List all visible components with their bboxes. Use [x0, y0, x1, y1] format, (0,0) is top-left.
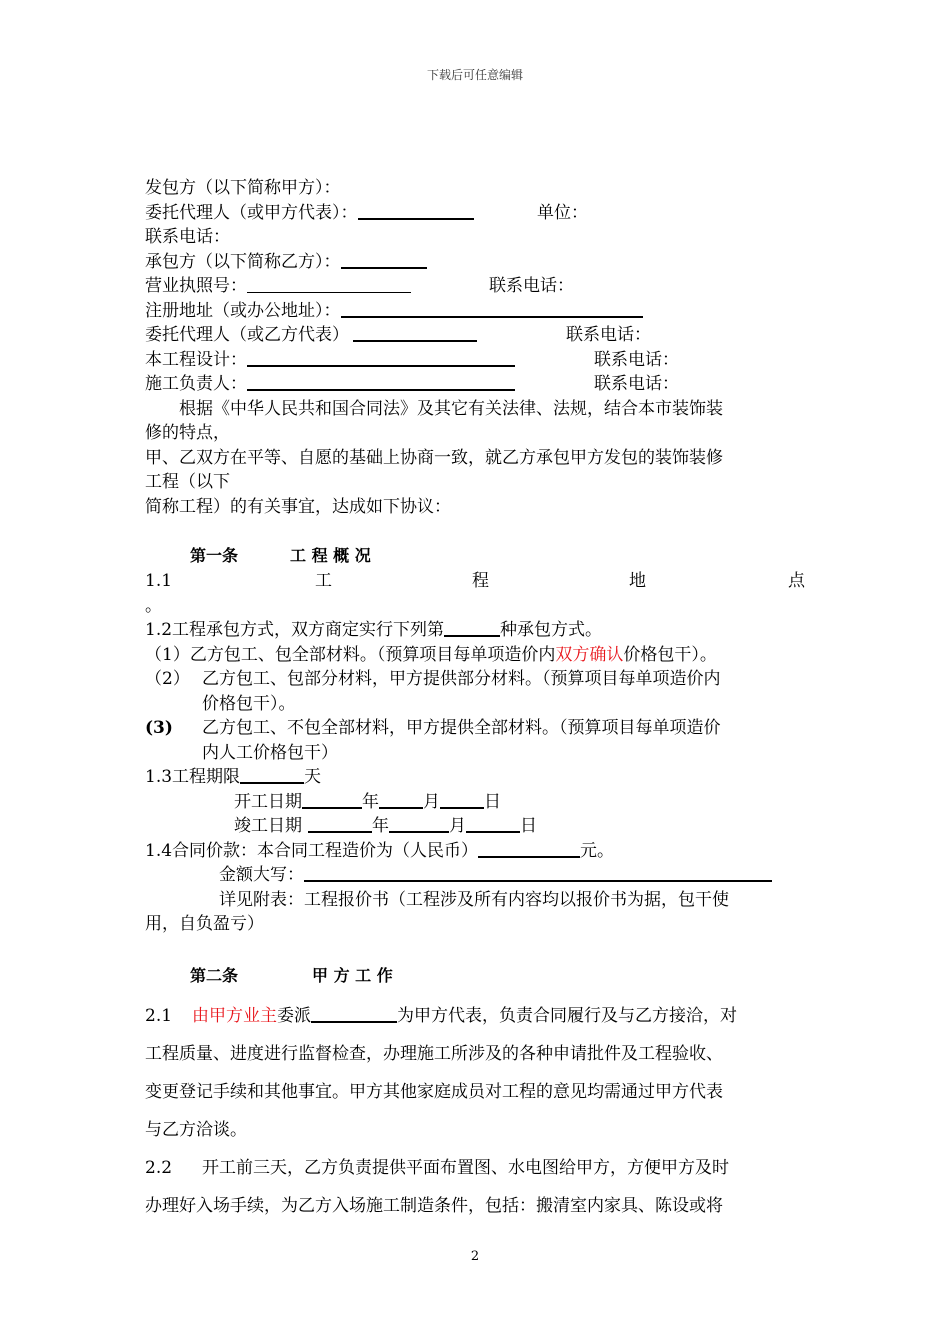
section-1-1-end: 。 [145, 595, 162, 616]
option-2 [145, 667, 807, 692]
article-2-heading [145, 963, 807, 989]
section-2-1-number: 2.1 [145, 1005, 173, 1026]
manager-phone-label: 联系电话： [594, 374, 679, 394]
option-2-text-a: 乙方包工、包部分材料，甲方提供部分材料。（预算项目每单项造价内 [202, 669, 721, 689]
contractor-agent-line [145, 323, 807, 348]
option-3-text-b: 内人工价格包干） [202, 742, 338, 763]
designer-blank [247, 349, 515, 367]
option-3 [145, 716, 807, 741]
end-year-blank [308, 815, 372, 833]
start-day-label: 日 [484, 791, 501, 812]
unit-label: 单位： [537, 202, 588, 223]
address-blank [341, 300, 643, 318]
section-1-1 [145, 569, 807, 594]
section-1-1-char-2: 程 [472, 571, 489, 591]
option-1-text-a: （1）乙方包工、包全部材料。（预算项目每单项造价内 [145, 644, 556, 665]
intro-line-1: 根据《中华人民共和国合同法》及其它有关法律、法规，结合本市装饰装 [179, 398, 723, 419]
start-year-label: 年 [362, 791, 379, 812]
address-label: 注册地址（或办公地址）： [145, 300, 341, 321]
section-2-2-text-a: 开工前三天，乙方负责提供平面布置图、水电图给甲方，方便甲方及时 [202, 1157, 729, 1178]
contractor-agent-phone-label: 联系电话： [566, 325, 651, 345]
section-2-1-text-b: 为甲方代表，负责合同履行及与乙方接洽，对 [397, 1005, 737, 1026]
option-3-number: (3) [145, 718, 173, 738]
section-1-3-text-b: 天 [304, 767, 322, 787]
option-1 [145, 643, 807, 668]
end-month-label: 月 [449, 816, 466, 836]
article-1-heading [145, 543, 807, 569]
contract-body [145, 176, 807, 1225]
start-date-line [145, 790, 807, 815]
section-1-2-text-b: 种承包方式。 [500, 620, 603, 640]
intro-line-2: 修的特点， [145, 423, 230, 443]
section-2-1-line-2: 工程质量、进度进行监督检查，办理施工所涉及的各种申请批件及工程验收、 [145, 1043, 723, 1064]
section-1-2-blank [444, 619, 500, 637]
employer-agent-line [145, 201, 807, 226]
employer-line: 发包方（以下简称甲方）： [145, 178, 341, 198]
license-blank [247, 276, 411, 293]
section-1-1-char-4: 点 [788, 571, 805, 591]
intro-line-5: 简称工程）的有关事宜，达成如下协议： [145, 496, 451, 517]
section-1-3-text-a: 1.3工程期限 [145, 767, 241, 787]
end-date-line [145, 814, 807, 839]
option-2-text-b: 价格包干）。 [202, 693, 296, 714]
amount-label: 金额大写： [219, 865, 304, 885]
section-1-4-text-a: 1.4合同价款：本合同工程造价为（人民币） [145, 840, 479, 861]
manager-blank [247, 373, 515, 391]
end-year-label: 年 [372, 816, 389, 836]
amount-line [145, 863, 807, 888]
section-1-4 [145, 839, 807, 864]
employer-agent-label: 委托代理人（或甲方代表）： [145, 202, 358, 223]
designer-line [145, 348, 807, 373]
page-number: 2 [470, 1249, 480, 1264]
section-1-3-blank [240, 766, 304, 784]
section-1-4-text-b: 元。 [580, 840, 615, 861]
article-1-title: 工 程 概 况 [290, 546, 371, 565]
employer-agent-blank [358, 202, 474, 220]
section-2-1 [145, 997, 807, 1035]
section-2-1-red-text: 由甲方业主 [192, 1005, 277, 1026]
contractor-line [145, 250, 807, 275]
section-2-1-blank [311, 1005, 397, 1023]
section-2-1-line-3: 变更登记手续和其他事宜。甲方其他家庭成员对工程的意见均需通过甲方代表 [145, 1081, 723, 1102]
section-2-2-line-2: 办理好入场手续，为乙方入场施工制造条件，包括：搬清室内家具、陈设或将 [145, 1195, 723, 1216]
contractor-label: 承包方（以下简称乙方）： [145, 251, 341, 272]
section-2-1-text-a: 委派 [277, 1005, 311, 1026]
end-day-label: 日 [520, 816, 537, 836]
intro-line-3: 甲、乙双方在平等、自愿的基础上协商一致，就乙方承包甲方发包的装饰装修 [145, 447, 723, 468]
end-month-blank [389, 815, 449, 833]
article-2-title: 甲 方 工 作 [312, 965, 393, 985]
manager-line [145, 372, 807, 397]
manager-label: 施工负责人： [145, 374, 247, 394]
detail-line-2: 用，自负盈亏） [145, 914, 264, 934]
option-1-red-text: 双方确认 [555, 644, 624, 665]
amount-blank [304, 864, 772, 882]
end-date-label: 竣工日期 [234, 816, 302, 836]
start-date-label: 开工日期 [234, 791, 302, 812]
section-1-3 [145, 765, 807, 790]
designer-label: 本工程设计： [145, 349, 247, 370]
end-day-blank [466, 815, 520, 833]
start-month-label: 月 [423, 791, 440, 812]
employer-phone-label: 联系电话： [145, 227, 230, 247]
section-2-2 [145, 1149, 807, 1187]
contractor-blank [341, 251, 427, 269]
section-1-1-char-1: 工 [315, 571, 332, 591]
article-1-number: 第一条 [190, 546, 239, 565]
start-month-blank [379, 791, 423, 809]
intro-line-4: 工程（以下 [145, 472, 230, 492]
section-1-2 [145, 618, 807, 643]
contractor-agent-blank [353, 324, 477, 342]
address-line [145, 299, 807, 324]
section-2-1-line-4: 与乙方洽谈。 [145, 1119, 247, 1140]
section-1-2-text-a: 1.2工程承包方式，双方商定实行下列第 [145, 620, 445, 640]
contractor-agent-label: 委托代理人（或乙方代表） [145, 325, 349, 345]
license-phone-label: 联系电话： [489, 276, 574, 296]
license-label: 营业执照号： [145, 276, 247, 296]
section-2-2-number: 2.2 [145, 1157, 173, 1178]
article-2-number: 第二条 [190, 965, 239, 985]
license-line [145, 274, 807, 299]
section-1-1-char-3: 地 [629, 571, 646, 591]
page-header-note: 下载后可任意编辑 [426, 68, 523, 82]
designer-phone-label: 联系电话： [594, 349, 679, 370]
option-1-text-b: 价格包干）。 [623, 644, 717, 665]
detail-line-1: 详见附表：工程报价书（工程涉及所有内容均以报价书为据，包干使 [219, 889, 729, 910]
section-1-1-number: 1.1 [145, 571, 173, 591]
section-1-4-blank [478, 840, 580, 858]
start-day-blank [440, 791, 484, 809]
option-2-number: （2） [145, 669, 190, 689]
option-3-text-a: 乙方包工、不包全部材料，甲方提供全部材料。（预算项目每单项造价 [202, 718, 721, 738]
start-year-blank [302, 791, 362, 809]
